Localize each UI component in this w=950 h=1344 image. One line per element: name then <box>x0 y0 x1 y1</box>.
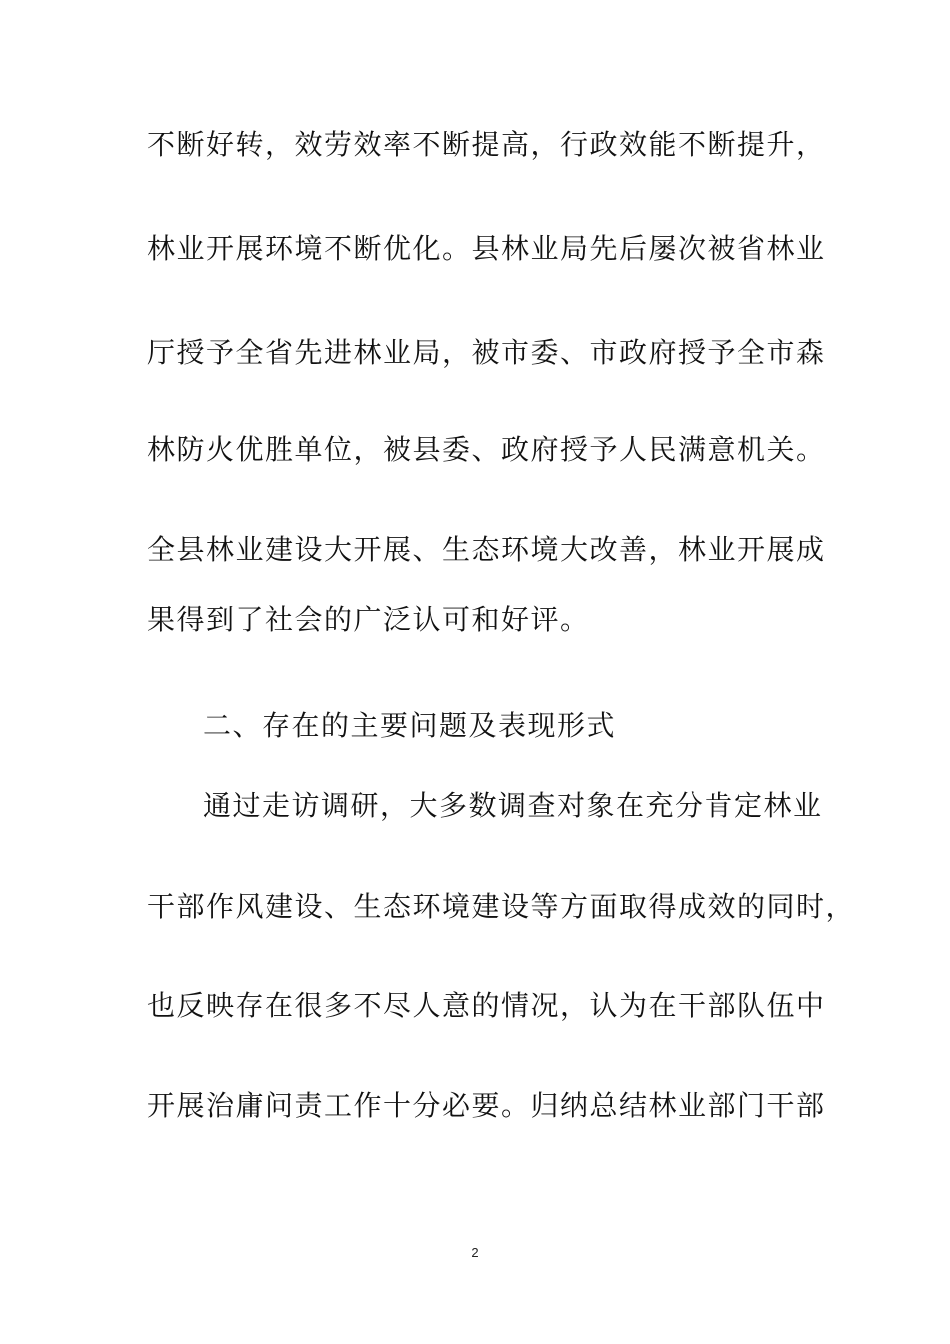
body-text-line: 也反映存在很多不尽人意的情况，认为在干部队伍中 <box>147 989 826 1022</box>
body-text-line: 全县林业建设大开展、生态环境大改善，林业开展成 <box>147 533 826 566</box>
body-text-line: 林业开展环境不断优化。县林业局先后屡次被省林业 <box>147 232 826 265</box>
body-text-line: 厅授予全省先进林业局，被市委、市政府授予全市森 <box>147 336 826 369</box>
body-text-line: 开展治庸问责工作十分必要。归纳总结林业部门干部 <box>147 1089 826 1122</box>
section-heading: 二、存在的主要问题及表现形式 <box>203 709 617 742</box>
body-text-line: 不断好转，效劳效率不断提高，行政效能不断提升， <box>147 128 826 161</box>
body-text-line: 干部作风建设、生态环境建设等方面取得成效的同时， <box>147 890 856 923</box>
body-text-line: 果得到了社会的广泛认可和好评。 <box>147 603 590 636</box>
body-text-line: 林防火优胜单位，被县委、政府授予人民满意机关。 <box>147 433 826 466</box>
body-text-line: 通过走访调研，大多数调查对象在充分肯定林业 <box>203 789 823 822</box>
page-number: 2 <box>471 1245 479 1260</box>
